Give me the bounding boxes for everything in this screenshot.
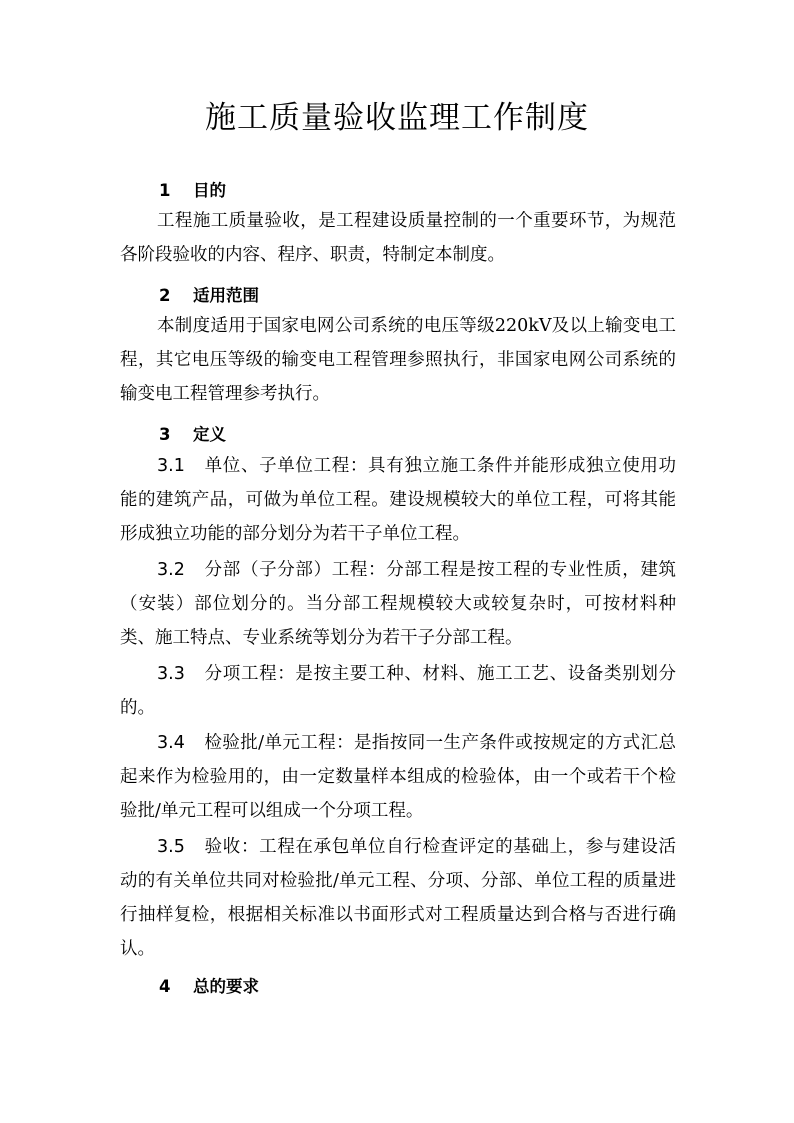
subsection-text: 分部（子分部）工程：分部工程是按工程的专业性质，建筑（安装）部位划分的。当分部工程规模较大或较复杂时，可按材料种类、施工特点、专业系统等划分为若干子分部工程。 bbox=[120, 560, 676, 648]
subsection-3-1 bbox=[120, 449, 676, 551]
section-heading-4 bbox=[159, 973, 259, 997]
section-title: 适用范围 bbox=[193, 286, 259, 305]
subsection-text: 单位、子单位工程：具有独立施工条件并能形成独立使用功能的建筑产品，可做为单位工程。建设规模较大的单位工程，可将其能形成独立功能的部分划分为若干子单位工程。 bbox=[120, 456, 676, 544]
subsection-3-3 bbox=[120, 657, 676, 725]
section-paragraph-2: 本制度适用于国家电网公司系统的电压等级220kV及以上输变电工程，其它电压等级的输变电工程管理参照执行，非国家电网公司系统的输变电工程管理参考执行。 bbox=[120, 316, 676, 404]
section-number: 1 bbox=[159, 181, 171, 200]
subsection-text: 验收：工程在承包单位自行检查评定的基础上，参与建设活动的有关单位共同对检验批/单元工程、分项、分部、单位工程的质量进行抽样复检，根据相关标准以书面形式对工程质量达到合格与否进行确认。 bbox=[120, 837, 676, 959]
subsection-3-4 bbox=[120, 726, 676, 828]
section-paragraph-1: 工程施工质量验收，是工程建设质量控制的一个重要环节，为规范各阶段验收的内容、程序、职责，特制定本制度。 bbox=[120, 211, 676, 265]
section-title: 目的 bbox=[193, 181, 226, 200]
subsection-text: 分项工程：是按主要工种、材料、施工工艺、设备类别划分的。 bbox=[120, 664, 676, 718]
section-number: 3 bbox=[159, 425, 171, 444]
subsection-3-2 bbox=[120, 553, 676, 655]
section-title: 定义 bbox=[193, 425, 226, 444]
subsection-number: 3.1 bbox=[157, 456, 185, 476]
page-title: 施工质量验收监理工作制度 bbox=[205, 100, 589, 136]
section-number: 4 bbox=[159, 977, 171, 996]
subsection-number: 3.2 bbox=[157, 560, 185, 580]
section-title: 总的要求 bbox=[193, 977, 259, 996]
section-heading-1 bbox=[159, 177, 226, 201]
subsection-number: 3.4 bbox=[157, 733, 185, 753]
section-heading-3 bbox=[159, 421, 226, 445]
section-number: 2 bbox=[159, 286, 171, 305]
subsection-number: 3.3 bbox=[157, 664, 185, 684]
subsection-3-5 bbox=[120, 830, 676, 966]
subsection-number: 3.5 bbox=[157, 837, 185, 857]
section-heading-2 bbox=[159, 282, 259, 306]
subsection-text: 检验批/单元工程：是指按同一生产条件或按规定的方式汇总起来作为检验用的，由一定数量样本组成的检验体，由一个或若干个检验批/单元工程可以组成一个分项工程。 bbox=[120, 733, 676, 821]
